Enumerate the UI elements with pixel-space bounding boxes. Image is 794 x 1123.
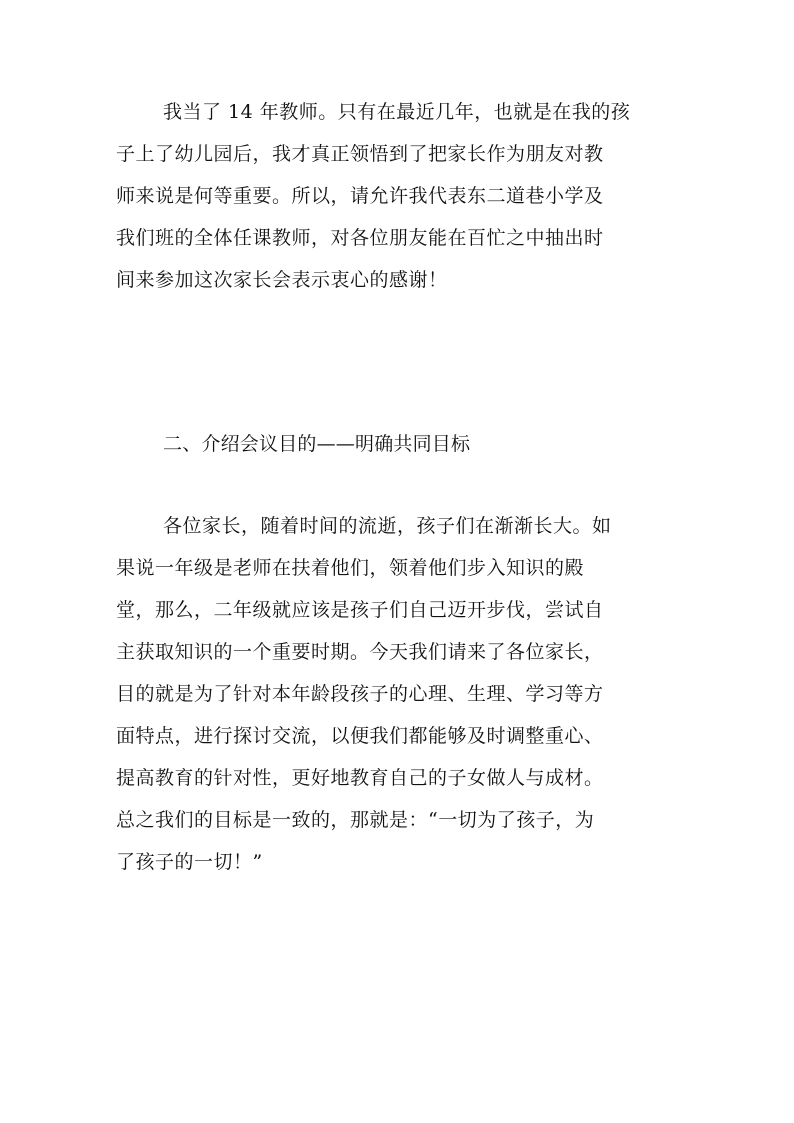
paragraph-line: 提高教育的针对性，更好地教育自己的子女做人与成材。: [116, 767, 604, 789]
paragraph-line: 总之我们的目标是一致的，那就是：“一切为了孩子，为: [116, 809, 595, 831]
paragraph-line: 间来参加这次家长会表示衷心的感谢！: [116, 269, 448, 291]
paragraph-line: 主获取知识的一个重要时期。今天我们请来了各位家长，: [116, 641, 604, 663]
paragraph-line: 师来说是何等重要。所以，请允许我代表东二道巷小学及: [116, 185, 604, 207]
section-heading: 二、介绍会议目的——明确共同目标: [163, 433, 471, 455]
paragraph-line: 我当了 14 年教师。只有在最近几年，也就是在我的孩: [163, 101, 631, 123]
paragraph-line: 我们班的全体任课教师，对各位朋友能在百忙之中抽出时: [116, 227, 604, 249]
paragraph-line: 目的就是为了针对本年龄段孩子的心理、生理、学习等方: [116, 683, 604, 705]
paragraph-line: 子上了幼儿园后，我才真正领悟到了把家长作为朋友对教: [116, 143, 604, 165]
paragraph-line: 堂，那么，二年级就应该是孩子们自己迈开步伐，尝试自: [116, 599, 604, 621]
paragraph-line: 了孩子的一切！”: [116, 851, 263, 873]
paragraph-line: 果说一年级是老师在扶着他们，领着他们步入知识的殿: [116, 557, 585, 579]
paragraph-line: 各位家长，随着时间的流逝，孩子们在渐渐长大。如: [163, 515, 612, 537]
paragraph-line: 面特点，进行探讨交流，以便我们都能够及时调整重心、: [116, 725, 604, 747]
